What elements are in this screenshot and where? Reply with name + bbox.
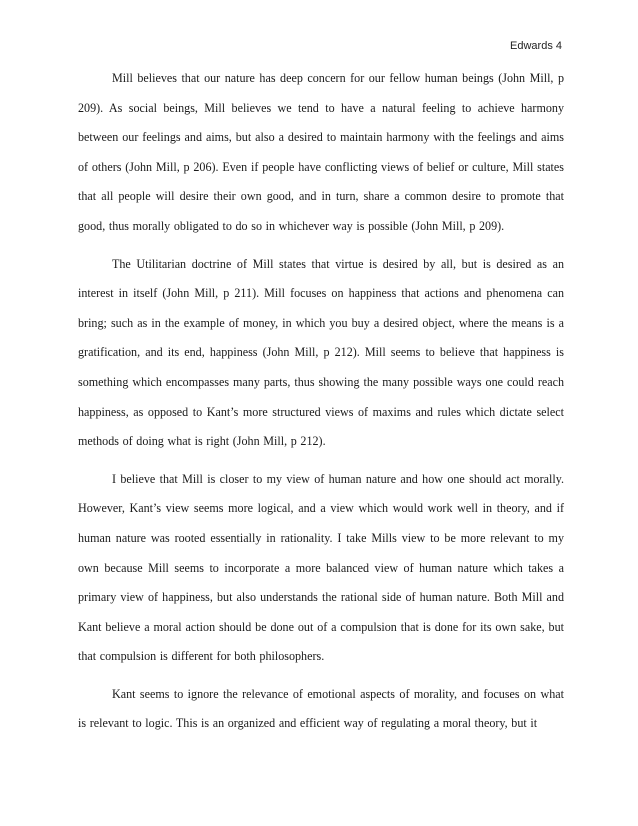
paragraph: I believe that Mill is closer to my view of human nature and how one should act morally. However, Kant’s view seems more logical, and a view which would work well in theory, and if human nature was rooted essentially in rationality. I take Mills view to be more relevant to my own because Mill seems to incorporate a more balanced view of human nature which takes a primary view of happiness, but also understands the rational side of human nature. Both Mill and Kant believe a moral action should be done out of a compulsion that is done for its own sake, but that compulsion is different for both philosophers. — [78, 471, 564, 664]
page-header: Edwards 4 — [510, 40, 562, 52]
paragraph: The Utilitarian doctrine of Mill states that virtue is desired by all, but is desired as an interest in itself (John Mill, p 211). Mill focuses on happiness that actions and phenomena can bring; such as in the example of money, in which you buy a desired object, where the means is a gratification, and its end, happiness (John Mill, p 212). Mill seems to believe that happiness is something which encompasses many parts, thus showing the many possible ways one could reach happiness, as opposed to Kant’s more structured views of maxims and rules which dictate select methods of doing what is right (John Mill, p 212). — [78, 256, 564, 449]
document-body — [78, 64, 564, 747]
paragraph: Kant seems to ignore the relevance of emotional aspects of morality, and focuses on what is relevant to logic. This is an organized and efficient way of regulating a moral theory, but it — [78, 686, 564, 731]
paragraph: Mill believes that our nature has deep concern for our fellow human beings (John Mill, p 209). As social beings, Mill believes we tend to have a natural feeling to achieve harmony between our feelings and aims, but also a desired to maintain harmony with the feelings and aims of others (John Mill, p 206). Even if people have conflicting views of belief or culture, Mill states that all people will desire their own good, and in turn, share a common desire to promote that good, thus morally obligated to do so in whichever way is possible (John Mill, p 209). — [78, 71, 564, 233]
